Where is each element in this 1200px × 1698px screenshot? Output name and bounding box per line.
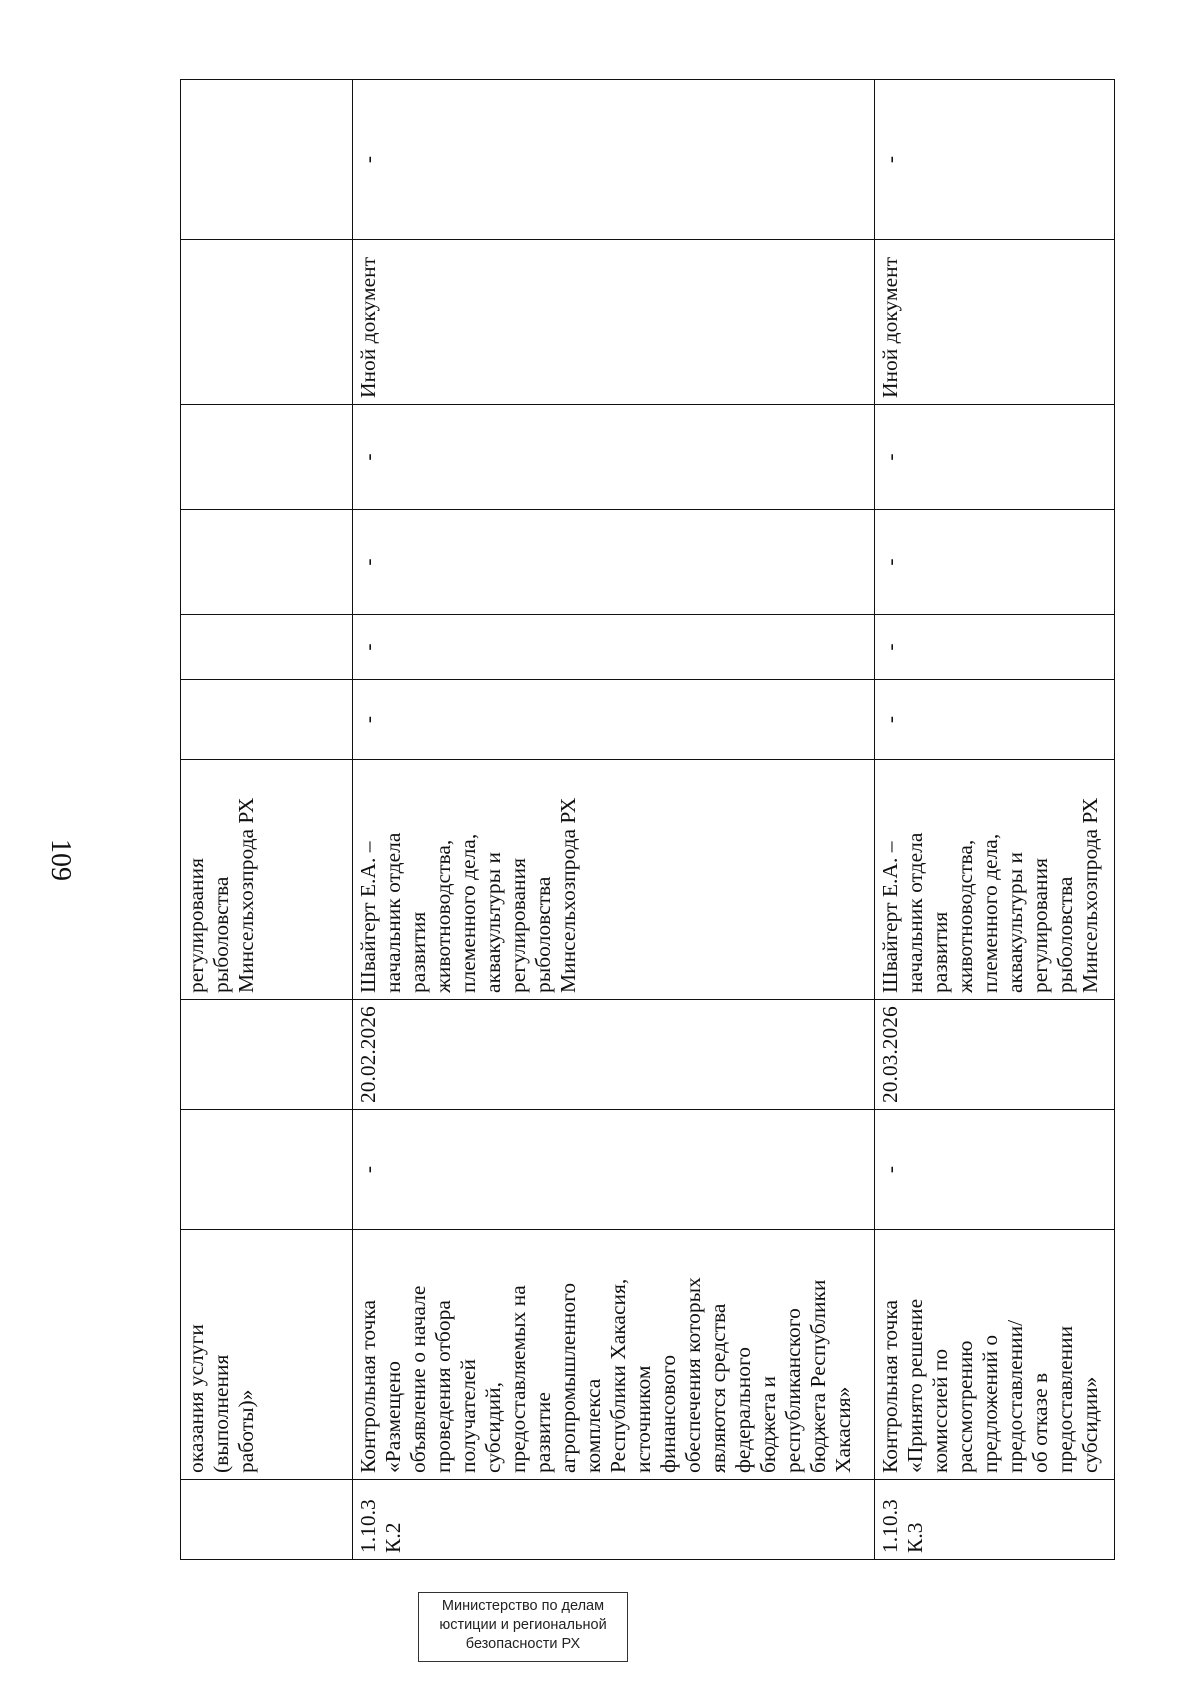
document-type-cell [181,240,353,405]
page-number: 109 [45,839,76,881]
col8-cell: - [875,510,1115,615]
row-id-cell: 1.10.3 К.3 [875,1480,1115,1560]
col7-cell: - [875,615,1115,680]
col3-cell: - [353,1110,875,1230]
table-row [875,80,1115,1560]
table-row [181,80,353,1560]
row-name-cell: оказания услуги (выполнения работы)» [181,1230,353,1480]
date-cell: 20.03.2026 [875,1000,1115,1110]
responsible-cell: Швайгерт Е.А. – начальник отдела развития животноводства, племенного дела, аквакультуры и регулирования рыболовства Минсельхозпрода РХ [353,760,875,1000]
table-row [353,80,875,1560]
document-type-cell: Иной документ [875,240,1115,405]
control-points-table [180,79,1115,1560]
document-type-cell: Иной документ [353,240,875,405]
row-name-cell: Контрольная точка «Размещено объявление о начале проведения отбора получателей субсидий, предоставляемых на развитие агропромышленного комплекса Республики Хакасия, источником финансового обеспечения которых являются средства федерального бюджета и республиканского бюджета Республики Хакасия» [353,1230,875,1480]
row-name-cell: Контрольная точка «Принято решение комиссией по рассмотрению предложений о предоставлении/ об отказе в предоставлении субсидии» [875,1230,1115,1480]
col3-cell: - [875,1110,1115,1230]
col9-cell: - [353,405,875,510]
stamp-line-3: безопасности РХ [465,1636,581,1652]
col6-cell [181,680,353,760]
col9-cell: - [875,405,1115,510]
col11-cell: - [875,80,1115,240]
col9-cell [181,405,353,510]
date-cell: 20.02.2026 [353,1000,875,1110]
date-cell [181,1000,353,1110]
col8-cell [181,510,353,615]
col7-cell: - [353,615,875,680]
row-id-cell: 1.10.3 К.2 [353,1480,875,1560]
col11-cell: - [353,80,875,240]
responsible-cell: Швайгерт Е.А. – начальник отдела развития животноводства, племенного дела, аквакультуры и регулирования рыболовства Минсельхозпрода РХ [875,760,1115,1000]
col7-cell [181,615,353,680]
col3-cell [181,1110,353,1230]
col6-cell: - [875,680,1115,760]
rotated-table-container [180,80,1115,1560]
col8-cell: - [353,510,875,615]
stamp-line-1: Министерство по делам [441,1598,605,1614]
row-id-cell [181,1480,353,1560]
col6-cell: - [353,680,875,760]
responsible-cell: регулирования рыболовства Минсельхозпрода РХ [181,760,353,1000]
registration-stamp [418,1592,628,1662]
col11-cell [181,80,353,240]
stamp-line-2: юстиции и региональной [439,1617,607,1633]
